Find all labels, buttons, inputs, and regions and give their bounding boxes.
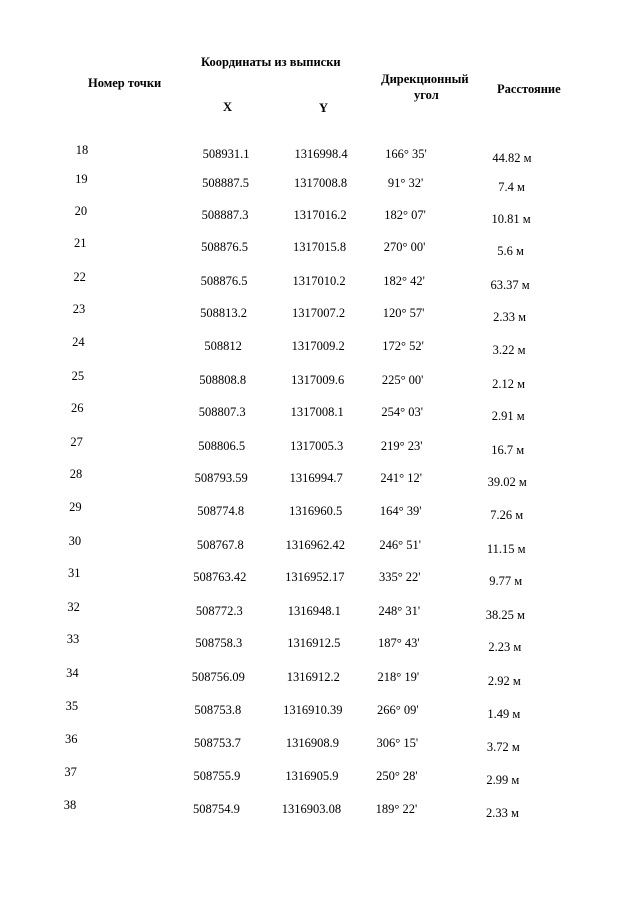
cell-y: 1316912.2 bbox=[286, 670, 340, 684]
header-distance: Расстояние bbox=[497, 82, 561, 96]
cell-distance: 2.99 м bbox=[486, 773, 520, 787]
cell-distance: 16.7 м bbox=[491, 443, 525, 457]
cell-point-number: 23 bbox=[72, 302, 86, 316]
cell-distance: 2.23 м bbox=[488, 640, 522, 654]
cell-point-number: 32 bbox=[67, 600, 80, 614]
cell-angle: 164° 39' bbox=[379, 504, 422, 518]
cell-y: 1317010.2 bbox=[292, 274, 346, 288]
cell-distance: 5.6 м bbox=[497, 244, 524, 258]
cell-y: 1316910.39 bbox=[283, 703, 343, 717]
cell-x: 508876.5 bbox=[200, 274, 248, 288]
cell-angle: 248° 31' bbox=[378, 604, 421, 618]
cell-distance: 10.81 м bbox=[491, 212, 531, 226]
cell-point-number: 36 bbox=[64, 732, 78, 746]
cell-point-number: 30 bbox=[68, 534, 82, 548]
cell-y: 1317009.6 bbox=[291, 373, 345, 387]
cell-x: 508753.8 bbox=[194, 703, 242, 717]
cell-y: 1316905.9 bbox=[285, 769, 339, 783]
cell-x: 508756.09 bbox=[191, 670, 245, 684]
cell-distance: 9.77 м bbox=[489, 574, 523, 588]
header-point-number: Номер точки bbox=[88, 76, 162, 90]
cell-distance: 7.26 м bbox=[490, 508, 524, 522]
cell-point-number: 21 bbox=[73, 236, 87, 250]
cell-x: 508887.3 bbox=[201, 208, 249, 222]
cell-distance: 2.12 м bbox=[492, 377, 526, 391]
cell-point-number: 31 bbox=[67, 566, 81, 580]
cell-x: 508808.8 bbox=[199, 373, 247, 387]
cell-x: 508774.8 bbox=[197, 504, 245, 518]
cell-angle: 182° 07' bbox=[384, 208, 426, 222]
cell-point-number: 35 bbox=[65, 699, 79, 713]
cell-distance: 7.4 м bbox=[498, 180, 525, 194]
cell-x: 508754.9 bbox=[192, 802, 240, 816]
cell-distance: 3.22 м bbox=[492, 343, 526, 357]
cell-angle: 166° 35' bbox=[385, 147, 427, 161]
cell-distance: 3.72 м bbox=[486, 740, 520, 754]
cell-point-number: 19 bbox=[75, 172, 88, 186]
cell-x: 508758.3 bbox=[195, 636, 243, 650]
cell-x: 508753.7 bbox=[193, 736, 241, 750]
cell-y: 1317015.8 bbox=[293, 240, 347, 254]
cell-y: 1316908.9 bbox=[285, 736, 339, 750]
cell-y: 1317009.2 bbox=[291, 339, 345, 353]
header-y: Y bbox=[319, 101, 329, 115]
cell-y: 1316960.5 bbox=[289, 504, 343, 518]
cell-point-number: 33 bbox=[66, 632, 80, 646]
cell-angle: 189° 22' bbox=[375, 802, 418, 816]
cell-x: 508807.3 bbox=[198, 405, 246, 419]
cell-angle: 306° 15' bbox=[376, 736, 419, 750]
cell-x: 508812 bbox=[204, 339, 242, 353]
cell-x: 508767.8 bbox=[196, 538, 244, 552]
cell-y: 1316912.5 bbox=[287, 636, 341, 650]
cell-distance: 11.15 м bbox=[486, 542, 526, 556]
cell-angle: 91° 32' bbox=[387, 176, 424, 190]
cell-distance: 44.82 м bbox=[492, 151, 532, 165]
header-angle-line1: Дирекционный bbox=[381, 72, 469, 86]
cell-y: 1317016.2 bbox=[293, 208, 347, 222]
cell-angle: 266° 09' bbox=[377, 703, 419, 717]
cell-y: 1317008.8 bbox=[293, 176, 348, 190]
cell-x: 508876.5 bbox=[201, 240, 248, 254]
header-coordinates: Координаты из выписки bbox=[201, 55, 341, 69]
cell-y: 1316952.17 bbox=[285, 570, 345, 584]
cell-angle: 172° 52' bbox=[382, 339, 424, 353]
cell-x: 508763.42 bbox=[193, 570, 247, 584]
cell-distance: 2.33 м bbox=[493, 310, 527, 324]
header-x: X bbox=[223, 100, 233, 114]
cell-angle: 270° 00' bbox=[383, 240, 426, 254]
cell-point-number: 37 bbox=[64, 765, 77, 779]
cell-point-number: 24 bbox=[72, 335, 85, 349]
cell-y: 1316962.42 bbox=[285, 538, 345, 552]
cell-distance: 38.25 м bbox=[485, 608, 525, 622]
cell-y: 1316994.7 bbox=[289, 471, 343, 485]
cell-distance: 2.91 м bbox=[491, 409, 525, 423]
cell-angle: 182° 42' bbox=[383, 274, 425, 288]
cell-point-number: 22 bbox=[73, 270, 86, 284]
cell-point-number: 18 bbox=[75, 143, 89, 157]
cell-x: 508755.9 bbox=[193, 769, 241, 783]
cell-angle: 218° 19' bbox=[377, 670, 420, 684]
cell-point-number: 26 bbox=[70, 401, 84, 415]
cell-angle: 187° 43' bbox=[377, 636, 420, 650]
cell-distance: 63.37 м bbox=[490, 278, 530, 292]
cell-angle: 250° 28' bbox=[376, 769, 418, 783]
cell-y: 1317008.1 bbox=[290, 405, 344, 419]
cell-angle: 219° 23' bbox=[380, 439, 423, 453]
cell-distance: 2.33 м bbox=[485, 806, 519, 820]
cell-x: 508887.5 bbox=[202, 176, 249, 190]
cell-angle: 120° 57' bbox=[382, 306, 425, 320]
cell-y: 1317005.3 bbox=[290, 439, 344, 453]
cell-y: 1317007.2 bbox=[292, 306, 346, 320]
cell-point-number: 34 bbox=[66, 666, 79, 680]
cell-angle: 246° 51' bbox=[379, 538, 422, 552]
cell-y: 1316948.1 bbox=[287, 604, 341, 618]
cell-point-number: 25 bbox=[71, 369, 85, 383]
cell-x: 508813.2 bbox=[200, 306, 248, 320]
cell-x: 508772.3 bbox=[195, 604, 243, 618]
cell-y: 1316998.4 bbox=[294, 147, 348, 161]
header-angle-line2: угол bbox=[414, 88, 439, 102]
cell-angle: 241° 12' bbox=[380, 471, 423, 485]
cell-distance: 1.49 м bbox=[487, 707, 521, 721]
cell-distance: 2.92 м bbox=[487, 674, 521, 688]
cell-x: 508931.1 bbox=[202, 147, 250, 161]
cell-point-number: 20 bbox=[74, 204, 88, 218]
cell-angle: 335° 22' bbox=[378, 570, 421, 584]
cell-point-number: 27 bbox=[70, 435, 83, 449]
cell-point-number: 38 bbox=[63, 798, 77, 812]
cell-angle: 254° 03' bbox=[381, 405, 423, 419]
cell-x: 508806.5 bbox=[198, 439, 246, 453]
cell-y: 1316903.08 bbox=[281, 802, 342, 816]
cell-point-number: 28 bbox=[69, 467, 83, 481]
cell-x: 508793.59 bbox=[194, 471, 248, 485]
cell-angle: 225° 00' bbox=[381, 373, 424, 387]
cell-distance: 39.02 м bbox=[487, 475, 527, 489]
cell-point-number: 29 bbox=[69, 500, 82, 514]
